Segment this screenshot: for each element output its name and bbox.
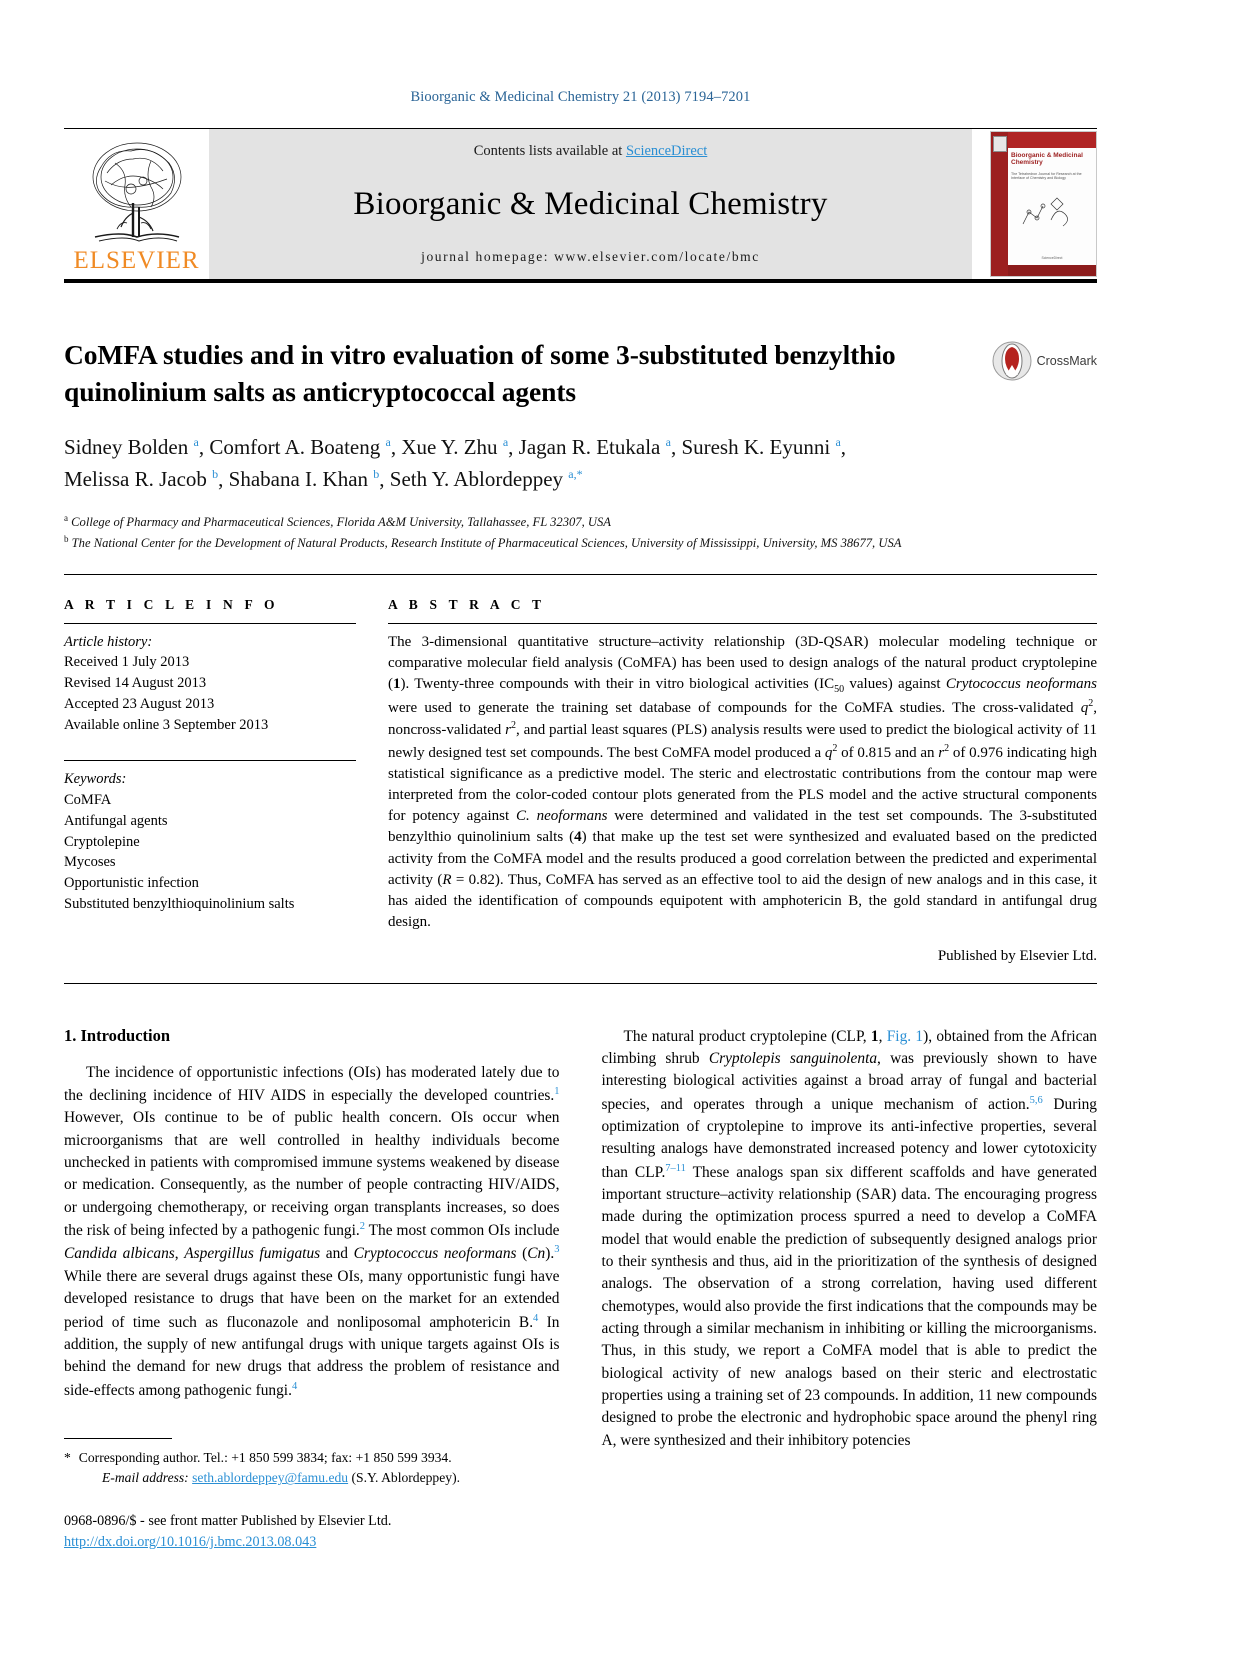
footnote-block [64,1438,560,1553]
corresponding-author-text: Corresponding author. Tel.: +1 850 599 3834; fax: +1 850 599 3934. [78,1450,452,1466]
history-revised: Revised 14 August 2013 [64,675,207,692]
issn-line: 0968-0896/$ - see front matter Published by Elsevier Ltd. [64,1512,392,1529]
history-available-online: Available online 3 September 2013 [64,717,269,734]
journal-homepage[interactable]: journal homepage: www.elsevier.com/locate/bmc [421,249,760,264]
history-accepted: Accepted 23 August 2013 [64,696,215,713]
body-column-right [602,1026,1098,1554]
history-received: Received 1 July 2013 [64,654,190,671]
intro-paragraph-right: The natural product cryptolepine (CLP, 1, Fig. 1), obtained from the African climbing shrub Cryptolepis sanguinolenta, was previously shown to have interesting biological activities against a broad array of fungal and bacterial species, and operates through a unique mechanism of action.$^{5,6}$ During optimization of cryptolepine to improve its anti-infective properties, several resulting analogs have demonstrated increased potency and lower cytotoxicity than CLP.$^{7-11}$ These analogs span six different scaffolds and have generated important structure–activity relationship (SAR) data. The encouraging progress made during the optimization process spurred a need to develop a CoMFA model that would enable the prediction of subsequently designed analogs prior to their synthesis and thus, aid in the prioritization of the synthesis of designed analogs. The observation of a strong correlation, having used different chemotypes, would also provide the first indications that the compounds may be acting through a similar mechanism in inhibiting or killing the microorganisms. Thus, in this study, we report a CoMFA model that is able to predict the biological activity of new analogs based on their steric and electrostatic properties using a training set of 23 compounds. In addition, 11 new compounds designed to probe the electronic and hydrophobic space around the phenyl ring A, were synthesized and their inhibitory potencies [601,1027,1098,1449]
page-content [64,0,1097,1553]
body-columns [64,1026,1097,1554]
keywords-rule [64,760,356,761]
journal-banner [64,129,1097,279]
cover-image [990,131,1097,277]
title-block [64,337,1097,410]
authors-line-1: Sidney Bolden $^a$, Comfort A. Boateng $^a$, Xue Y. Zhu $^a$, Jagan R. Etukala $^a$, Suresh K. Eyunni $^a$, [64,435,847,460]
article-info-heading: A R T I C L E I N F O [64,596,279,612]
article-history-label: Article history: [64,633,153,650]
keyword-item: Mycoses [64,854,116,871]
cover-subtitle-text: The Tetrahedron Journal for Research at the Interface of Chemistry and Biology [1011,172,1082,181]
email-label: E-mail address: [102,1470,189,1486]
section-title-introduction: 1. Introduction [64,1025,171,1045]
keyword-item: Cryptolepine [64,833,140,850]
elsevier-wordmark: ELSEVIER [73,247,200,274]
intro-paragraph-left: The incidence of opportunistic infections (OIs) has moderated lately due to the declining incidence of HIV AIDS in especially the developed countries.$^1$ However, OIs continue to be of public health concern. OIs occur when microorganisms that are well controlled in healthy individuals become unchecked in patients with compromised immune systems weakened by disease or medication. Consequently, as the number of people contracting HIV/AIDS, or undergoing chemotherapy, or receiving organ transplants increases, so does the risk of being infected by a pathogenic fungi.$^2$ The most common OIs include Candida albicans, Aspergillus fumigatus and Cryptococcus neoformans (Cn).$^3$ While there are several drugs against these OIs, many opportunistic fungi have developed resistance to drugs that have been on the market for an extended period of time such as fluconazole and nonliposomal amphotericin B.$^4$ In addition, the supply of new antifungal drugs with unique targets against OIs is behind the demand for new drugs that address the problem of resistance and side-effects among pathogenic fungi.$^4$ [64,1063,560,1399]
keywords-label: Keywords: [64,770,127,787]
affiliations [64,512,1097,553]
info-abstract-region [64,574,1097,965]
footnote-rule [64,1438,172,1439]
elsevier-logo [64,129,209,279]
body-column-left [64,1026,560,1554]
email-owner: (S.Y. Ablordeppey). [351,1470,460,1486]
cover-artwork-icon [1017,190,1079,230]
keyword-item: Opportunistic infection [64,875,199,892]
affiliation-a: $^a$ College of Pharmacy and Pharmaceutical Sciences, Florida A&M University, Tallahassee, FL 32307, USA [64,513,611,530]
keyword-item: Substituted benzylthioquinolinium salts [64,896,295,913]
crossmark-label: CrossMark [1036,354,1097,368]
article-info-rule [64,623,356,624]
journal-cover-thumbnail [972,129,1097,279]
banner-center [209,129,972,279]
cover-title-text: Bioorganic & Medicinal Chemistry [1011,152,1083,167]
doi-link[interactable]: http://dx.doi.org/10.1016/j.bmc.2013.08.043 [64,1534,317,1551]
abstract-column [384,575,1097,965]
published-by: Published by Elsevier Ltd. [937,947,1097,964]
article-info-column [64,575,384,965]
page-title: CoMFA studies and in vitro evaluation of some 3-substituted benzylthio quinolinium salts as anticryptococcal agents [64,339,896,407]
abstract-bottom-rule [64,983,1097,984]
crossmark-icon [992,341,1032,381]
running-head: Bioorganic & Medicinal Chemistry 21 (2013) 7194–7201 [410,89,751,105]
elsevier-tree-icon [81,137,193,245]
keyword-item: Antifungal agents [64,812,168,829]
cover-top-strip [1008,132,1096,148]
footnote-star: * [64,1450,71,1466]
contents-prefix-text: Contents lists available at [473,143,626,159]
abstract-heading: A B S T R A C T [388,596,546,612]
sciencedirect-link[interactable]: ScienceDirect [625,143,708,159]
crossmark-badge[interactable] [992,341,1097,381]
affiliation-b: $^b$ The National Center for the Development of Natural Products, Research Institute of Pharmaceutical Sciences, University of Mississippi, University, MS 38677, USA [64,533,902,551]
keywords-block [64,760,356,915]
cover-mini-logo-icon [993,136,1007,152]
banner-bottom-rule [64,279,1097,283]
authors-line-2: Melissa R. Jacob $^b$, Shabana I. Khan $^b$, Seth Y. Ablordeppey $^{a,*}$ [64,466,583,491]
cover-bottom-bar [1008,265,1096,276]
cover-footer-text: ScienceDirect [1041,256,1063,260]
cover-red-sidebar [991,132,1008,276]
contents-line [474,143,708,160]
corresponding-author-note [64,1448,560,1489]
journal-title: Bioorganic & Medicinal Chemistry [353,186,828,222]
email-line [80,1468,560,1488]
authors-list [64,432,1097,495]
abstract-rule [388,623,1097,624]
issn-block [64,1511,560,1554]
email-link[interactable]: seth.ablordeppey@famu.edu [192,1470,349,1486]
abstract-text: The 3-dimensional quantitative structure–activity relationship (3D-QSAR) molecular modeling technique or comparative molecular field analysis (CoMFA) has been used to design analogs of the natural product cryptolepine (1). Twenty-three compounds with their in vitro biological activities ($IC_{50}$ values) against Crytococcus neoformans were used to generate the training set database of compounds for the CoMFA studies. The cross-validated $q^2$, noncross-validated $r^2$, and partial least squares (PLS) analysis results were used to predict the biological activity of 11 newly designed test set compounds. The best CoMFA model produced a $q^2$ of 0.815 and an $r^2$ of 0.976 indicating high statistical significance as a predictive model. The steric and electrostatic contributions from the contour map were interpreted from the color-coded contour plots generated from the PLS model and the active structural components for potency against C. neoformans were determined and validated in the test set compounds. The 3-substituted benzylthio quinolinium salts (4) that make up the test set were synthesized and evaluated based on the predicted activity from the CoMFA model and the results produced a good correlation between the predicted and experimental activity (R = 0.82). Thus, CoMFA has served as an effective tool to aid the design of new analogs and in this case, it has aided the identification of compounds equipotent with amphotericin B, the gold standard in antifungal drug design. [388,633,1098,931]
keyword-item: CoMFA [64,791,112,808]
